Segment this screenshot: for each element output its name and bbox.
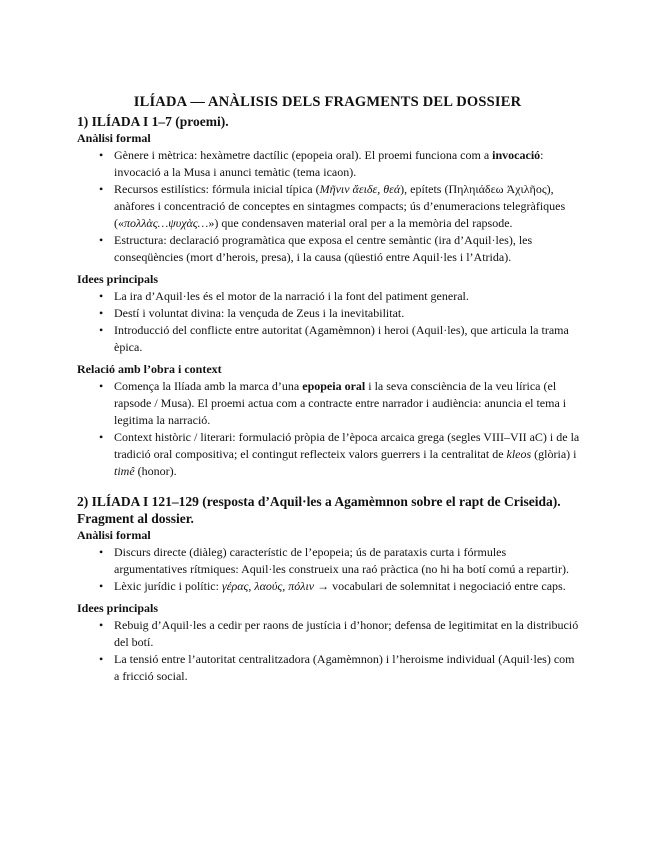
section-1-context-list	[77, 378, 582, 480]
text-run: i la seva consciència de la veu lírica (el rapsode / Musa). El proemi actua com a contracte entre narrador i audiència: anuncia el tema i legitima la narració.	[114, 379, 567, 427]
text-run: (honor).	[134, 464, 177, 478]
text-run: Context històric / literari: formulació pròpia de l’època arcaica grega (segles VIII–VII aC) i de la tradició oral compositiva; el contingut reflecteix valors guerrers i la centralitat de	[114, 430, 580, 461]
section-2-ideas-list	[77, 617, 582, 685]
section-2-ideas-heading: Idees principals	[77, 601, 159, 615]
text-run-italic: γέρας, λαούς, πόλιν	[221, 579, 315, 593]
list-item: • Rebuig d’Aquil·les a cedir per raons de justícia i d’honor; defensa de legitimitat en la distribució del botí.	[77, 617, 582, 651]
text-run-italic: πολλὰς…ψυχὰς…	[124, 216, 209, 230]
list-item: • Introducció del conflicte entre autoritat (Agamèmnon) i heroi (Aquil·les), que articula la trama èpica.	[77, 322, 582, 356]
list-item: • Destí i voluntat divina: la vençuda de Zeus i la inevitabilitat.	[77, 305, 582, 322]
section-2-formal-heading: Anàlisi formal	[77, 528, 151, 542]
list-item: • Discurs directe (diàleg) característic de l’epopeia; ús de parataxis curta i fórmules argumentatives rítmiques: Aquil·les construeix una raó pràctica (no hi ha botí comú a repartir).	[77, 544, 582, 578]
document-body	[77, 113, 582, 685]
list-item	[77, 181, 582, 232]
section-2-subheading: Fragment al dossier.	[77, 511, 194, 526]
text-run: ), epítets (Πηληιάδεω Ἀχιλῆος), anàfores i concentració de conceptes en sintagmes compacts; ús d’enumeracions telegràfiques («	[114, 182, 566, 230]
section-1-context-heading: Relació amb l’obra i context	[77, 362, 222, 376]
section-1-formal-heading: Anàlisi formal	[77, 131, 151, 145]
text-run: ») que condensaven material oral per a la memòria del rapsode.	[208, 216, 513, 230]
text-run: Gènere i mètrica: hexàmetre dactílic (epopeia oral). El proemi funciona com a	[114, 148, 493, 162]
section-1-formal-list	[77, 147, 582, 266]
text-run: Comença la Ilíada amb la marca d’una	[114, 379, 303, 393]
list-item	[77, 378, 582, 429]
list-item	[77, 147, 582, 181]
text-run: → vocabulari de solemnitat i negociació entre caps.	[314, 579, 566, 593]
section-2-heading: 2) ILÍADA I 121–129 (resposta d’Aquil·les a Agamèmnon sobre el rapt de Criseida).	[77, 494, 561, 509]
list-item: • La ira d’Aquil·les és el motor de la narració i la font del patiment general.	[77, 288, 582, 305]
text-run-italic: timê	[114, 464, 135, 478]
list-item: • Estructura: declaració programàtica que exposa el centre semàntic (ira d’Aquil·les), les conseqüències (mort d’herois, presa), i la causa (qüestió entre Aquil·les i l’Atrida).	[77, 232, 582, 266]
text-run-italic: kleos	[506, 447, 532, 461]
list-item	[77, 429, 582, 480]
text-run-bold: invocació	[492, 148, 541, 162]
document-title: ILÍADA — ANÀLISIS DELS FRAGMENTS DEL DOSSIER	[133, 94, 522, 110]
section-2-formal-list	[77, 544, 582, 595]
text-run: Recursos estilístics: fórmula inicial típica (	[114, 182, 320, 196]
text-run-bold: epopeia oral	[302, 379, 366, 393]
section-1-heading: 1) ILÍADA I 1–7 (proemi).	[77, 114, 229, 129]
list-item	[77, 578, 582, 595]
list-item: • La tensió entre l’autoritat centralitzadora (Agamèmnon) i l’heroisme individual (Aquil·les) com a fricció social.	[77, 651, 582, 685]
text-run: : invocació a la Musa i anunci temàtic (tema icaon).	[114, 148, 544, 179]
section-1-ideas-heading: Idees principals	[77, 272, 159, 286]
text-run-italic: Μῆνιν ἄειδε, θεά	[319, 182, 401, 196]
section-1-ideas-list	[77, 288, 582, 356]
text-run: (glòria) i	[531, 447, 577, 461]
text-run: Lèxic jurídic i polític:	[114, 579, 222, 593]
